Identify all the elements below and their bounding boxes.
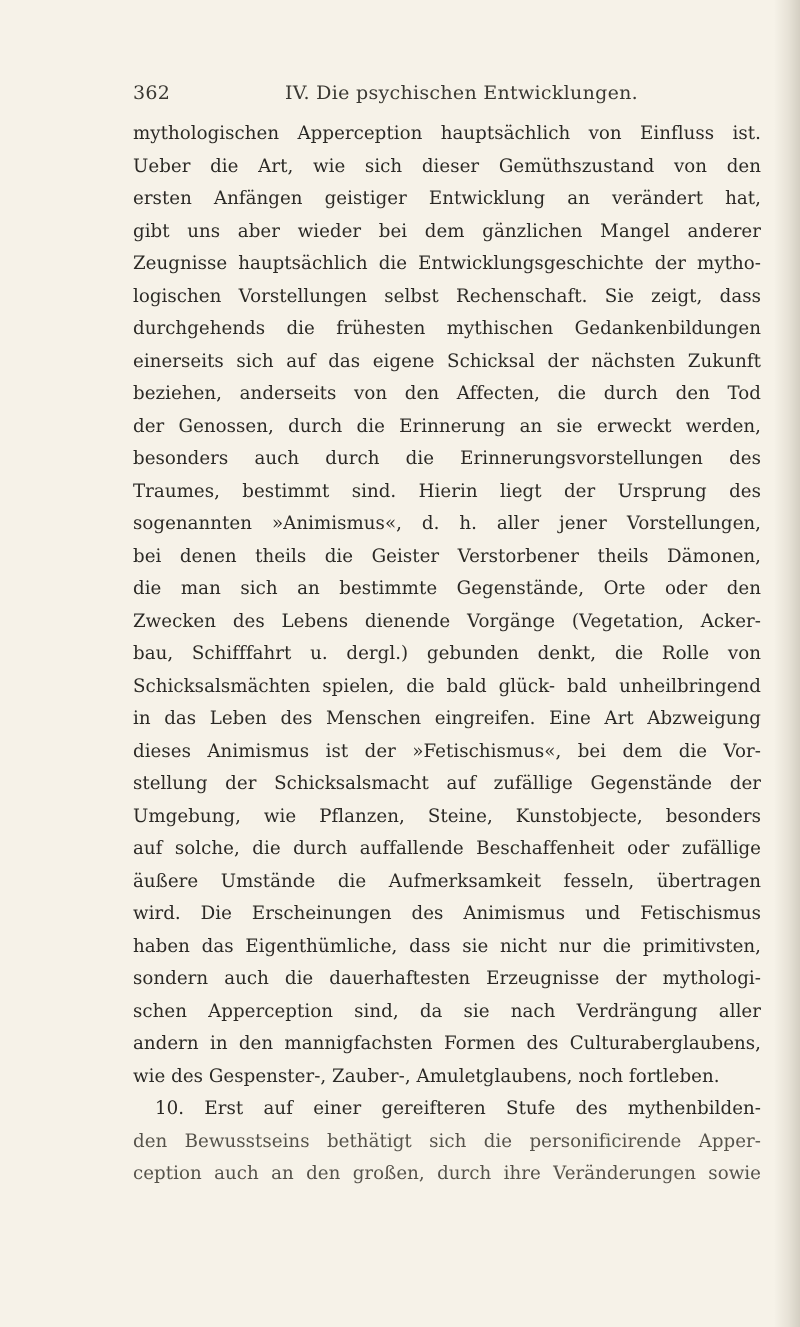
text-line: dieses Animismus ist der »Fetischismus«, bei dem die Vor- <box>133 740 761 762</box>
text-line: Umgebung, wie Pflanzen, Steine, Kunstobjecte, besonders <box>133 805 761 827</box>
text-line: logischen Vorstellungen selbst Rechenschaft. Sie zeigt, dass <box>133 285 761 307</box>
text-line: andern in den mannigfachsten Formen des Culturaberglaubens, <box>133 1033 761 1054</box>
running-title: IV. Die psychischen Entwicklungen. <box>285 82 638 104</box>
text-line: auf solche, die durch auffallende Beschaffenheit oder zufällige <box>133 838 761 859</box>
text-line: Traumes, bestimmt sind. Hierin liegt der Ursprung des <box>133 480 761 502</box>
text-line: Ueber die Art, wie sich dieser Gemüthszustand von den <box>133 155 761 177</box>
text-line: wird. Die Erscheinungen des Animismus und Fetischismus <box>133 903 761 924</box>
text-line: den Bewusstseins bethätigt sich die personificirende Apper- <box>133 1130 761 1152</box>
text-line: bei denen theils die Geister Verstorbener theils Dämonen, <box>133 545 761 567</box>
text-line: einerseits sich auf das eigene Schicksal der nächsten Zukunft <box>133 350 761 372</box>
text-line: Zeugnisse hauptsächlich die Entwicklungsgeschichte der mytho- <box>133 253 761 274</box>
text-line: sogenannten »Animismus«, d. h. aller jener Vorstellungen, <box>133 513 761 534</box>
text-line: gibt uns aber wieder bei dem gänzlichen Mangel anderer <box>133 220 761 242</box>
text-line: durchgehends die frühesten mythischen Gedankenbildungen <box>133 318 761 339</box>
text-line: ception auch an den großen, durch ihre Veränderungen sowie <box>133 1163 761 1184</box>
text-line: die man sich an bestimmte Gegenstände, Orte oder den <box>133 578 761 599</box>
text-line: bau, Schifffahrt u. dergl.) gebunden denkt, die Rolle von <box>133 643 761 664</box>
text-line: Zwecken des Lebens dienende Vorgänge (Vegetation, Acker- <box>133 610 761 632</box>
text-line: besonders auch durch die Erinnerungsvorstellungen des <box>133 448 761 469</box>
text-line: haben das Eigenthümliche, dass sie nicht nur die primitivsten, <box>133 935 761 957</box>
text-line: ersten Anfängen geistiger Entwicklung an verändert hat, <box>133 188 761 209</box>
text-line: wie des Gespenster-, Zauber-, Amuletglaubens, noch fortleben. <box>133 1065 720 1087</box>
page-edge-shadow <box>774 0 800 1327</box>
page-header <box>133 82 693 112</box>
page-number: 362 <box>133 82 171 104</box>
text-line: stellung der Schicksalsmacht auf zufällige Gegenstände der <box>133 773 761 794</box>
text-line: mythologischen Apperception hauptsächlich von Einfluss ist. <box>133 123 761 144</box>
text-line: beziehen, anderseits von den Affecten, die durch den Tod <box>133 383 761 404</box>
text-line: in das Leben des Menschen eingreifen. Eine Art Abzweigung <box>133 708 761 729</box>
text-line: Schicksalsmächten spielen, die bald glück- bald unheilbringend <box>133 675 761 697</box>
text-line: der Genossen, durch die Erinnerung an sie erweckt werden, <box>133 415 761 437</box>
text-line: schen Apperception sind, da sie nach Verdrängung aller <box>133 1000 761 1022</box>
text-line: äußere Umstände die Aufmerksamkeit fesseln, übertragen <box>133 870 761 892</box>
text-line: sondern auch die dauerhaftesten Erzeugnisse der mythologi- <box>133 968 761 989</box>
body-text <box>133 118 761 1191</box>
text-line: 10. Erst auf einer gereifteren Stufe des mythenbilden- <box>155 1098 761 1119</box>
